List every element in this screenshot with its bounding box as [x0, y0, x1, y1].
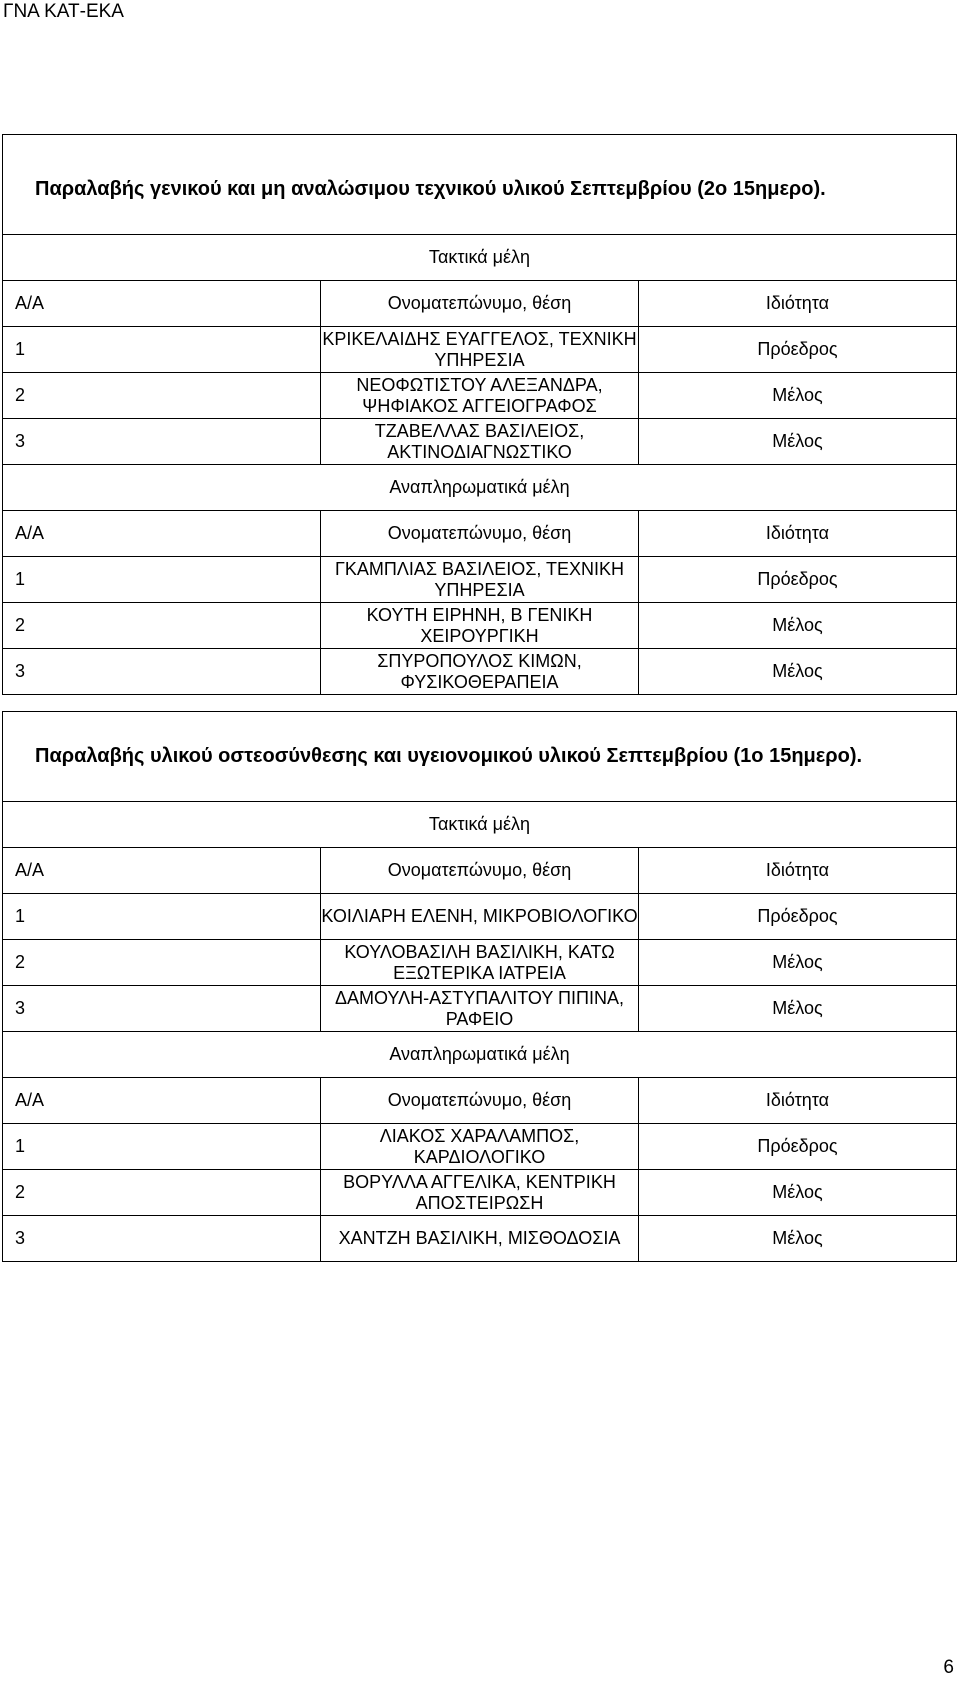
row-number: 3	[3, 419, 321, 465]
page-number: 6	[943, 1657, 954, 1678]
committee-title: Παραλαβής υλικού οστεοσύνθεσης και υγειονομικού υλικού Σεπτεμβρίου (1ο 15ημερο).	[3, 712, 957, 802]
row-name: ΔΑΜΟΥΛΗ-ΑΣΤΥΠΑΛΙΤΟΥ ΠΙΠΙΝΑ, ΡΑΦΕΙΟ	[321, 986, 639, 1032]
row-name: ΚΡΙΚΕΛΑΙΔΗΣ ΕΥΑΓΓΕΛΟΣ, ΤΕΧΝΙΚΗ ΥΠΗΡΕΣΙΑ	[321, 327, 639, 373]
row-name: ΣΠΥΡΟΠΟΥΛΟΣ ΚΙΜΩΝ, ΦΥΣΙΚΟΘΕΡΑΠΕΙΑ	[321, 649, 639, 695]
row-role: Πρόεδρος	[639, 894, 957, 940]
committee-title: Παραλαβής γενικού και μη αναλώσιμου τεχνικού υλικού Σεπτεμβρίου (2ο 15ημερο).	[3, 135, 957, 235]
table-row	[3, 419, 957, 465]
column-header-name: Ονοματεπώνυμο, θέση	[321, 511, 639, 557]
row-name: ΚΟΥΤΗ ΕΙΡΗΝΗ, Β ΓΕΝΙΚΗ ΧΕΙΡΟΥΡΓΙΚΗ	[321, 603, 639, 649]
row-role: Μέλος	[639, 986, 957, 1032]
row-name: ΚΟΥΛΟΒΑΣΙΛΗ ΒΑΣΙΛΙΚΗ, ΚΑΤΩ ΕΞΩΤΕΡΙΚΑ ΙΑΤΡΕΙΑ	[321, 940, 639, 986]
table-row	[3, 894, 957, 940]
row-number: 1	[3, 327, 321, 373]
row-name: ΚΟΙΛΙΑΡΗ ΕΛΕΝΗ, ΜΙΚΡΟΒΙΟΛΟΓΙΚΟ	[321, 894, 639, 940]
row-number: 1	[3, 1124, 321, 1170]
committee-table	[2, 711, 957, 1262]
table-row	[3, 649, 957, 695]
table-row	[3, 986, 957, 1032]
column-header-row	[3, 281, 957, 327]
row-name: ΛΙΑΚΟΣ ΧΑΡΑΛΑΜΠΟΣ, ΚΑΡΔΙΟΛΟΓΙΚΟ	[321, 1124, 639, 1170]
table-row	[3, 940, 957, 986]
row-role: Πρόεδρος	[639, 557, 957, 603]
column-header-number: Α/Α	[3, 848, 321, 894]
row-role: Μέλος	[639, 1216, 957, 1262]
table-row	[3, 1124, 957, 1170]
column-header-role: Ιδιότητα	[639, 511, 957, 557]
row-name: ΒΟΡΥΛΛΑ ΑΓΓΕΛΙΚΑ, ΚΕΝΤΡΙΚΗ ΑΠΟΣΤΕΙΡΩΣΗ	[321, 1170, 639, 1216]
row-number: 3	[3, 649, 321, 695]
row-number: 3	[3, 1216, 321, 1262]
column-header-number: Α/Α	[3, 1078, 321, 1124]
column-header-role: Ιδιότητα	[639, 1078, 957, 1124]
column-header-role: Ιδιότητα	[639, 848, 957, 894]
row-number: 2	[3, 1170, 321, 1216]
row-role: Πρόεδρος	[639, 327, 957, 373]
table-row	[3, 373, 957, 419]
table-row	[3, 1170, 957, 1216]
column-header-role: Ιδιότητα	[639, 281, 957, 327]
section-label: Αναπληρωματικά μέλη	[3, 1032, 957, 1078]
section-label: Τακτικά μέλη	[3, 235, 957, 281]
section-label: Τακτικά μέλη	[3, 802, 957, 848]
row-number: 2	[3, 373, 321, 419]
row-number: 1	[3, 894, 321, 940]
row-number: 2	[3, 940, 321, 986]
row-role: Μέλος	[639, 603, 957, 649]
row-number: 1	[3, 557, 321, 603]
row-role: Μέλος	[639, 1170, 957, 1216]
committee-table	[2, 134, 957, 695]
column-header-name: Ονοματεπώνυμο, θέση	[321, 1078, 639, 1124]
row-name: ΧΑΝΤΖΗ ΒΑΣΙΛΙΚΗ, ΜΙΣΘΟΔΟΣΙΑ	[321, 1216, 639, 1262]
table-row	[3, 557, 957, 603]
table-row	[3, 603, 957, 649]
row-role: Μέλος	[639, 419, 957, 465]
column-header-name: Ονοματεπώνυμο, θέση	[321, 848, 639, 894]
row-role: Μέλος	[639, 373, 957, 419]
row-name: ΤΖΑΒΕΛΛΑΣ ΒΑΣΙΛΕΙΟΣ, ΑΚΤΙΝΟΔΙΑΓΝΩΣΤΙΚΟ	[321, 419, 639, 465]
column-header-row	[3, 511, 957, 557]
table-row	[3, 1216, 957, 1262]
row-number: 3	[3, 986, 321, 1032]
column-header-name: Ονοματεπώνυμο, θέση	[321, 281, 639, 327]
row-number: 2	[3, 603, 321, 649]
row-role: Πρόεδρος	[639, 1124, 957, 1170]
page-header: ΓΝΑ ΚΑΤ-ΕΚΑ	[3, 1, 124, 22]
table-row	[3, 327, 957, 373]
column-header-number: Α/Α	[3, 511, 321, 557]
column-header-number: Α/Α	[3, 281, 321, 327]
row-name: ΝΕΟΦΩΤΙΣΤΟΥ ΑΛΕΞΑΝΔΡΑ, ΨΗΦΙΑΚΟΣ ΑΓΓΕΙΟΓΡΑΦΟΣ	[321, 373, 639, 419]
column-header-row	[3, 1078, 957, 1124]
row-role: Μέλος	[639, 649, 957, 695]
column-header-row	[3, 848, 957, 894]
row-role: Μέλος	[639, 940, 957, 986]
section-label: Αναπληρωματικά μέλη	[3, 465, 957, 511]
row-name: ΓΚΑΜΠΛΙΑΣ ΒΑΣΙΛΕΙΟΣ, ΤΕΧΝΙΚΗ ΥΠΗΡΕΣΙΑ	[321, 557, 639, 603]
